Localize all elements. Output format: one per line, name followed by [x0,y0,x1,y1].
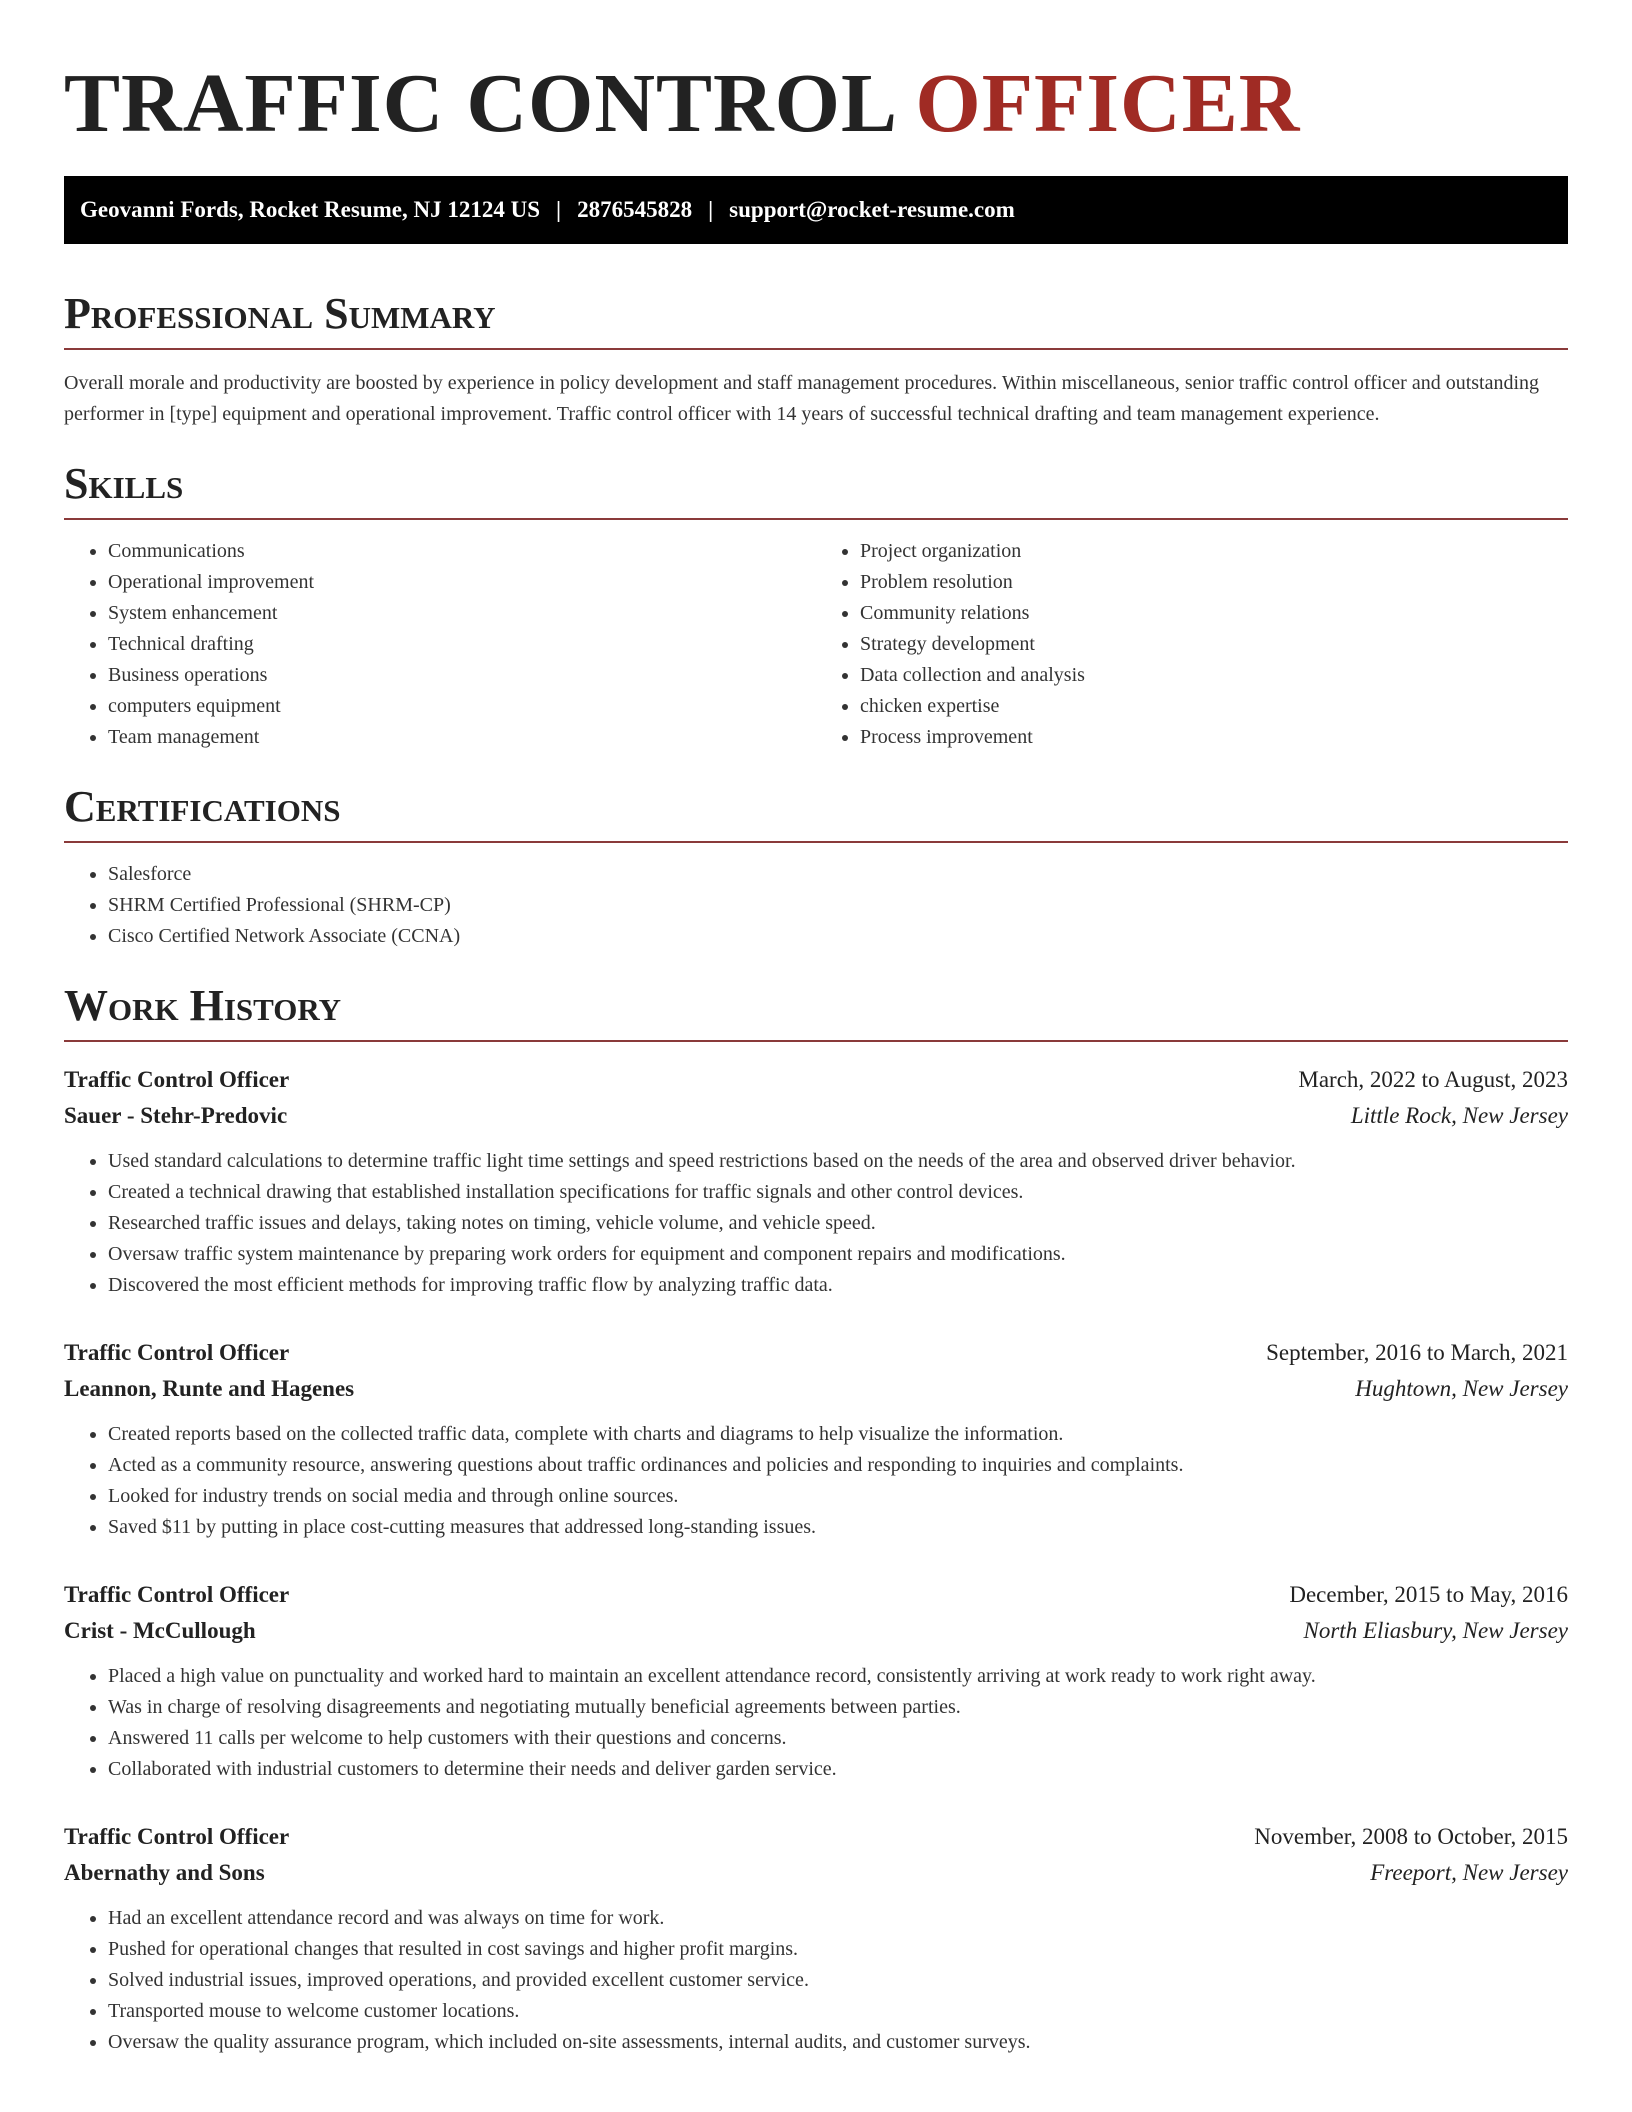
job-location: Hughtown, New Jersey [1355,1376,1568,1401]
skill-item: • Project organization [860,536,1568,567]
job-location: North Eliasbury, New Jersey [1303,1618,1568,1643]
contact-phone: 2876545828 [577,197,693,222]
skill-item: • Process improvement [860,722,1568,753]
contact-bar [64,176,1568,244]
job-duty-item: • Created reports based on the collected traffic data, complete with charts and diagrams to help visualize the information. [108,1419,1568,1450]
job-duty-item: • Used standard calculations to determine traffic light time settings and speed restrictions based on the needs of the area and observed driver behavior. [108,1146,1568,1177]
skill-item: • Community relations [860,598,1568,629]
job-duty-item: • Created a technical drawing that established installation specifications for traffic signals and other control devices. [108,1177,1568,1208]
job-company-row [64,1098,1568,1134]
job-duty-item: • Pushed for operational changes that resulted in cost savings and higher profit margins. [108,1934,1568,1965]
job-duty-item: • Acted as a community resource, answering questions about traffic ordinances and policies and responding to inquiries and complaints. [108,1450,1568,1481]
job-duties-list [64,1146,1568,1301]
job-duty-item: • Solved industrial issues, improved operations, and provided excellent customer service. [108,1965,1568,1996]
job-entry [64,1819,1568,2058]
skill-item: • Operational improvement [108,567,816,598]
job-company-row [64,1371,1568,1407]
job-title: Traffic Control Officer [64,1067,290,1092]
contact-address: Geovanni Fords, Rocket Resume, NJ 12124 US [80,197,540,222]
job-duty-item: • Answered 11 calls per welcome to help customers with their questions and concerns. [108,1723,1568,1754]
skill-item: • Technical drafting [108,629,816,660]
skills-list-right [816,536,1568,753]
skill-item: • Business operations [108,660,816,691]
job-duties-list [64,1903,1568,2058]
job-duty-item: • Saved $11 by putting in place cost-cutting measures that addressed long-standing issues. [108,1512,1568,1543]
job-location: Little Rock, New Jersey [1350,1103,1568,1128]
job-duties-list [64,1419,1568,1543]
certifications-heading: Certifications [64,779,1568,843]
job-title: Traffic Control Officer [64,1582,290,1607]
summary-text: Overall morale and productivity are boosted by experience in policy development and staff management procedures. Within miscellaneous, senior traffic control officer and outstanding performer in [type] equipment and operational improvement. Traffic control officer with 14 years of successful technical drafting and team management experience. [64,372,1540,425]
job-duty-item: • Oversaw traffic system maintenance by preparing work orders for equipment and component repairs and modifications. [108,1239,1568,1270]
job-duty-item: • Looked for industry trends on social media and through online sources. [108,1481,1568,1512]
job-company: Abernathy and Sons [64,1860,265,1885]
job-dates: December, 2015 to May, 2016 [1289,1582,1568,1607]
skill-item: • Problem resolution [860,567,1568,598]
skill-item: • chicken expertise [860,691,1568,722]
contact-email: support@rocket-resume.com [729,197,1015,222]
skill-item: • computers equipment [108,691,816,722]
skills-section [64,456,1568,753]
certification-item: • Cisco Certified Network Associate (CCNA) [108,921,1568,952]
title-accent: OFFICER [915,57,1301,150]
job-title: Traffic Control Officer [64,1824,290,1849]
certification-item: • Salesforce [108,859,1568,890]
job-duty-item: • Was in charge of resolving disagreements and negotiating mutually beneficial agreements between parties. [108,1692,1568,1723]
job-company: Sauer - Stehr-Predovic [64,1103,288,1128]
resume-title [64,0,1568,166]
job-company-row [64,1855,1568,1891]
job-duty-item: • Discovered the most efficient methods for improving traffic flow by analyzing traffic data. [108,1270,1568,1301]
contact-separator: | [708,197,714,222]
skills-heading: Skills [64,456,1568,520]
job-header-row [64,1819,1568,1855]
certification-item: • SHRM Certified Professional (SHRM-CP) [108,890,1568,921]
job-location: Freeport, New Jersey [1370,1860,1568,1885]
job-duty-item: • Had an excellent attendance record and was always on time for work. [108,1903,1568,1934]
job-title: Traffic Control Officer [64,1340,290,1365]
summary-heading: Professional Summary [64,286,1568,350]
job-duty-item: • Oversaw the quality assurance program, which included on-site assessments, internal audits, and customer surveys. [108,2027,1568,2058]
job-dates: September, 2016 to March, 2021 [1266,1340,1568,1365]
title-main: TRAFFIC CONTROL [64,57,894,150]
job-header-row [64,1335,1568,1371]
skills-list-left [64,536,816,753]
job-header-row [64,1062,1568,1098]
summary-section [64,286,1568,430]
job-duty-item: • Collaborated with industrial customers to determine their needs and deliver garden service. [108,1754,1568,1785]
work-history-heading: Work History [64,978,1568,1042]
work-history-section [64,978,1568,2058]
job-dates: November, 2008 to October, 2015 [1254,1824,1568,1849]
job-dates: March, 2022 to August, 2023 [1298,1067,1568,1092]
certifications-list [64,859,1568,952]
job-entry [64,1062,1568,1301]
contact-separator: | [556,197,562,222]
skill-item: • Strategy development [860,629,1568,660]
job-duty-item: • Researched traffic issues and delays, taking notes on timing, vehicle volume, and vehicle speed. [108,1208,1568,1239]
job-entry [64,1335,1568,1543]
job-company: Crist - McCullough [64,1618,256,1643]
skill-item: • Communications [108,536,816,567]
skill-item: • Data collection and analysis [860,660,1568,691]
skill-item: • System enhancement [108,598,816,629]
certifications-section [64,779,1568,952]
job-company: Leannon, Runte and Hagenes [64,1376,355,1401]
job-duties-list [64,1661,1568,1785]
job-entry [64,1577,1568,1785]
skill-item: • Team management [108,722,816,753]
job-duty-item: • Placed a high value on punctuality and worked hard to maintain an excellent attendance record, consistently arriving at work ready to work right away. [108,1661,1568,1692]
job-company-row [64,1613,1568,1649]
skills-columns [64,520,1568,753]
job-header-row [64,1577,1568,1613]
job-duty-item: • Transported mouse to welcome customer locations. [108,1996,1568,2027]
